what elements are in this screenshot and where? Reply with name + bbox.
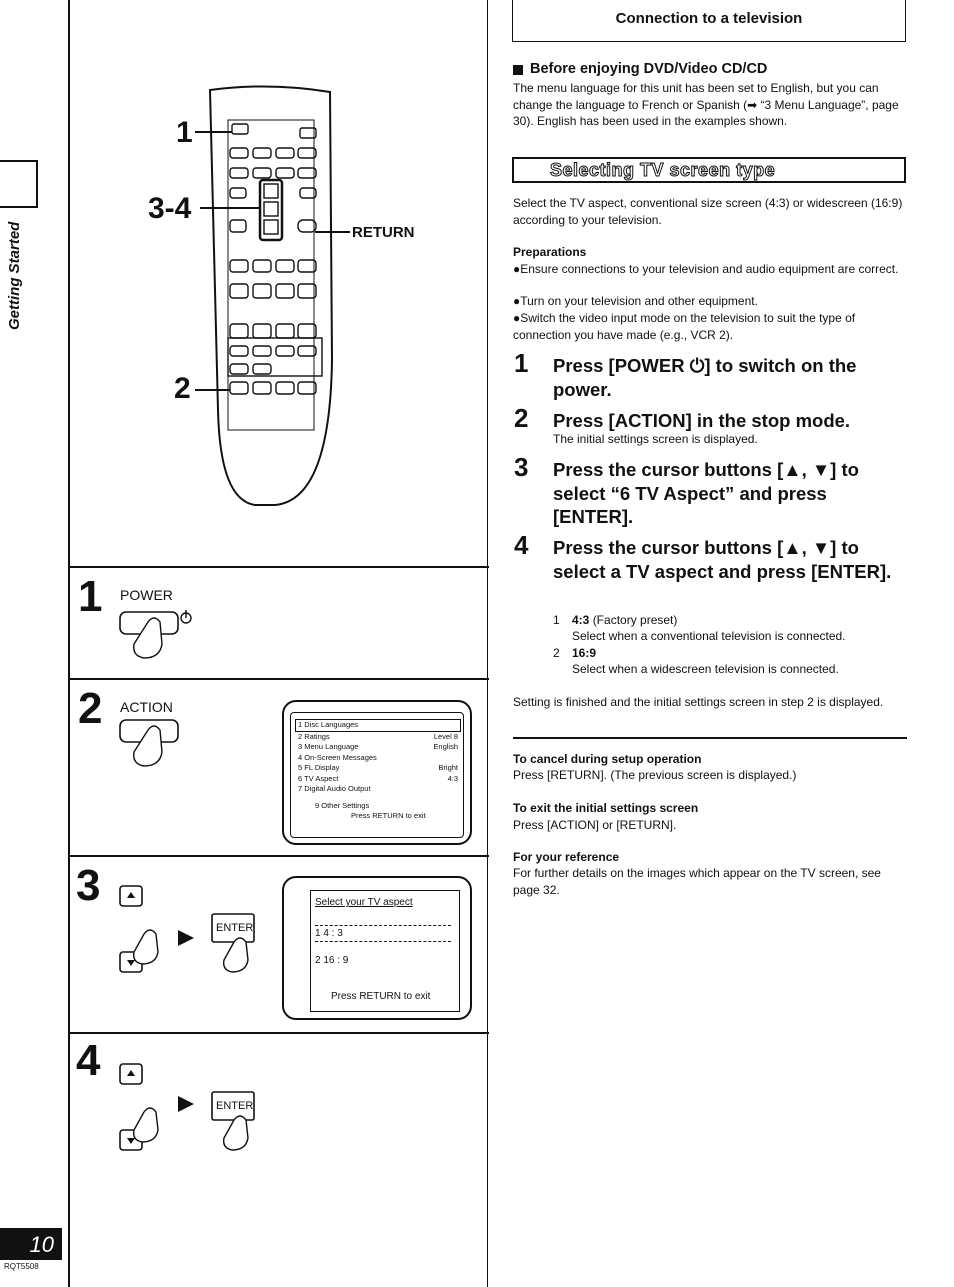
initial-settings-screen [282,700,472,845]
return-label: RETURN [352,224,415,241]
left-step-number: 3 [76,861,101,910]
step-subtext: The initial settings screen is displayed. [553,432,758,446]
option-title: 16:9 [572,646,597,660]
menu-item[interactable]: 2 Ratings Level 8 [298,731,458,741]
exit-body: Press [ACTION] or [RETURN]. [513,818,677,832]
before-title: Before enjoying DVD/Video CD/CD [530,61,768,77]
section-tab [0,160,38,208]
action-button-press-illustration [118,716,198,772]
cancel-title: To cancel during setup operation [513,752,702,766]
section-header-box: Connection to a television [512,0,906,42]
option-number: 1 [553,613,560,627]
step-number: 3 [514,452,529,482]
prep-item: ●Turn on your television and other equipment. [513,294,758,308]
option-number: 2 [553,646,560,660]
menu-item-other[interactable]: 9 Other Settings [315,800,370,810]
document-code: RQT5508 [4,1262,39,1271]
step-text: Press the cursor buttons [▲, ▼] to select “6 TV Aspect” and press [ENTER]. [553,459,859,527]
option-title-row: 4:3 (Factory preset) [572,613,678,627]
exit-title: To exit the initial settings screen [513,801,699,815]
step-number: 1 [514,348,529,378]
reference-body: For further details on the images which appear on the TV screen, see page 32. [513,866,881,897]
divider [68,855,489,857]
left-step-number: 4 [76,1036,101,1085]
option-desc: Select when a widescreen television is connected. [572,662,839,676]
enter-label: ENTER [216,922,254,934]
menu-item[interactable]: 3 Menu Language English [298,742,458,751]
section-label: Getting Started [6,221,23,330]
step-text: Press [ACTION] in the stop mode. [553,410,851,431]
before-body: The menu language for this unit has been set to English, but you can change the language to French or Spanish (➡ “3 Menu Language”, page 30). English has been used in the examples shown. [513,81,899,128]
reference-title: For your reference [513,850,620,864]
callout-2: 2 [174,372,191,405]
prep-item: ●Ensure connections to your television and audio equipment are correct. [513,262,899,276]
preparations-title: Preparations [513,245,587,259]
step-text: Press [POWER ⏻] to switch on the power. [553,355,857,400]
power-label: POWER [120,587,173,603]
aspect-option-16-9[interactable]: 2 16 : 9 [315,955,349,966]
divider [68,678,489,680]
page-number: 10 [0,1228,62,1260]
step-number: 2 [514,403,529,433]
separator [513,737,907,739]
prep-item: ●Switch the video input mode on the television to suit the type of connection you have made (e.g., VCR 2). [513,311,856,342]
left-step-number: 1 [78,572,103,621]
option-desc: Select when a conventional television is connected. [572,629,846,643]
bullet-square [513,65,523,75]
menu-item[interactable]: 6 TV Aspect 4:3 [298,773,458,783]
menu-footer: Press RETURN to exit [351,811,426,820]
menu-item[interactable]: 5 FL Display Bright [298,763,458,772]
intro-text: Select the TV aspect, conventional size screen (4:3) or widescreen (16:9) according to your television. [513,196,903,227]
action-label: ACTION [120,699,173,715]
callout-3-4: 3-4 [148,192,192,225]
callout-1: 1 [176,116,193,149]
remote-control-illustration [140,80,350,510]
section-title: Selecting TV screen type [550,160,776,180]
enter-label: ENTER [216,1100,254,1112]
menu-item[interactable]: 4 On-Screen Messages [298,752,377,762]
left-step-number: 2 [78,684,103,733]
menu-item[interactable]: 1 Disc Languages [295,719,461,732]
cancel-body: Press [RETURN]. (The previous screen is displayed.) [513,768,797,782]
menu-item[interactable]: 7 Digital Audio Output [298,784,371,793]
step-number: 4 [514,530,529,560]
divider [68,1032,489,1034]
tv-aspect-screen [282,876,472,1020]
aspect-option-4-3[interactable]: 1 4 : 3 [315,925,451,942]
aspect-screen-footer: Press RETURN to exit [331,991,431,1002]
divider [68,566,489,568]
power-button-press-illustration [118,606,198,664]
step-text: Press the cursor buttons [▲, ▼] to select a TV aspect and press [ENTER]. [553,537,892,582]
finish-text: Setting is finished and the initial settings screen in step 2 is displayed. [513,695,884,709]
aspect-screen-title: Select your TV aspect [315,897,413,908]
